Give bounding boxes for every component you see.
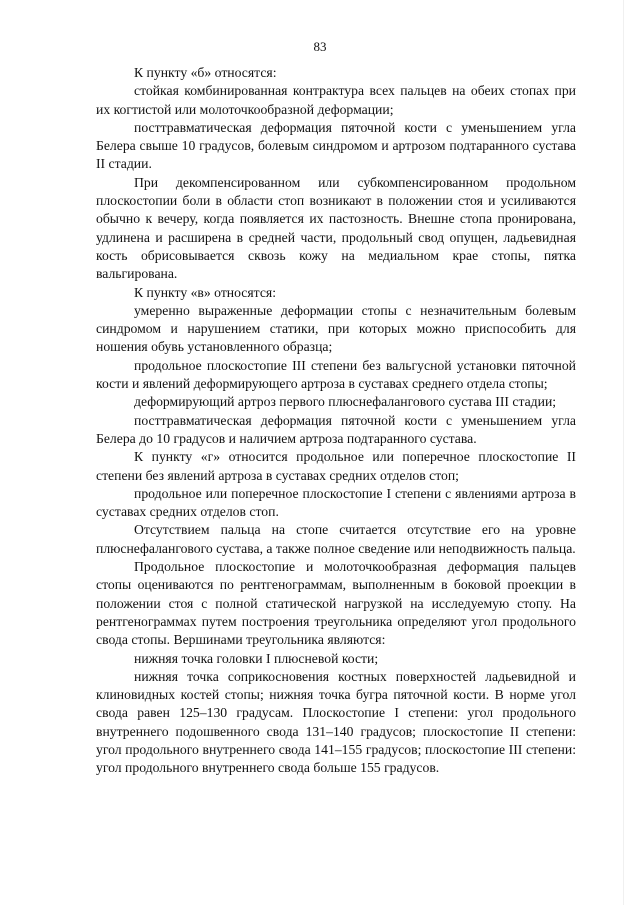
paragraph: нижняя точка соприкосновения костных поверхностей ладьевидной и клиновидных костей стопы; нижняя точка бугра пяточной кости. В норме угол свода равен 125–130 градусам. Плоскостопие I степени: угол продольного внутреннего подошвенного свода 131–140 градусов; плоскостопие II степени: угол продольного внутреннего свода 141–155 градусов; плоскостопие III степени: угол продольного внутреннего свода больше 155 градусов. bbox=[96, 668, 576, 776]
paragraph: посттравматическая деформация пяточной кости с уменьшением угла Белера свыше 10 градусов, болевым синдромом и артрозом подтаранного сустава II стадии. bbox=[96, 119, 576, 172]
paragraph: деформирующий артроз первого плюснефалангового сустава III стадии; bbox=[134, 394, 557, 410]
paragraph: продольное плоскостопие III степени без вальгусной установки пяточной кости и явлений деформирующего артроза в суставах среднего отдела стопы; bbox=[96, 357, 576, 392]
paragraph: умеренно выраженные деформации стопы с незначительным болевым синдромом и нарушением статики, при которых можно приспособить для ношения обувь установленного образца; bbox=[96, 302, 576, 355]
paragraph: посттравматическая деформация пяточной кости с уменьшением угла Белера до 10 градусов и наличием артроза подтаранного сустава. bbox=[96, 412, 576, 446]
scan-edge bbox=[623, 0, 624, 905]
page-number: 83 bbox=[313, 39, 327, 54]
body-text bbox=[96, 64, 576, 778]
paragraph: К пункту «в» относятся: bbox=[134, 284, 277, 300]
paragraph: продольное или поперечное плоскостопие I степени с явлениями артроза в суставах средних отделов стоп. bbox=[96, 485, 576, 520]
paragraph: При декомпенсированном или субкомпенсированном продольном плоскостопии боли в области стоп возникают в положении стоя и усиливаются обычно к вечеру, когда появляется их пастозность. Внешне стопа пронирована, удлинена и расширена в средней части, продольный свод опущен, ладьевидная кость обрисовывается сквозь кожу на медиальном крае стопы, пятка вальгирована. bbox=[96, 174, 576, 282]
paragraph: стойкая комбинированная контрактура всех пальцев на обеих стопах при их когтистой или молоточкообразной деформации; bbox=[96, 83, 576, 117]
paragraph: нижняя точка головки I плюсневой кости; bbox=[134, 650, 379, 666]
paragraph: Продольное плоскостопие и молоточкообразная деформация пальцев стопы оцениваются по рентгенограммам, выполненным в боковой проекции в положении стоя с полной статической нагрузкой на исследуемую стопу. На рентгенограммах путем построения треугольника определяют угол продольного свода стопы. Вершинами треугольника являются: bbox=[96, 559, 576, 648]
paragraph: К пункту «г» относится продольное или поперечное плоскостопие II степени без явлений артроза в суставах средних отделов стоп; bbox=[96, 449, 576, 483]
paragraph: К пункту «б» относятся: bbox=[134, 65, 277, 80]
paragraph: Отсутствием пальца на стопе считается отсутствие его на уровне плюснефалангового сустава, а также полное сведение или неподвижность пальца. bbox=[96, 522, 576, 556]
